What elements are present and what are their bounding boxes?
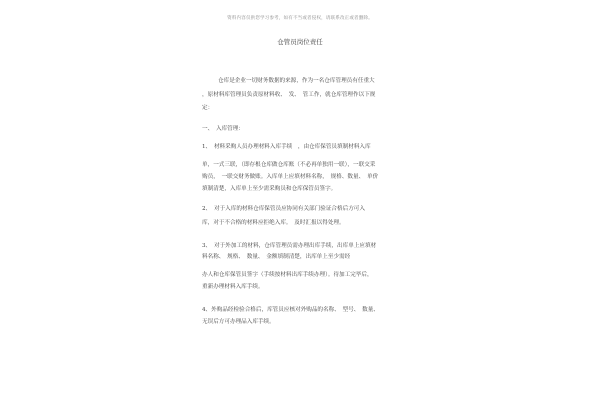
paragraph-line: 2、 对于入库的材料仓库保管员应协同有关部门验证合格后方可入 <box>202 206 365 212</box>
section-heading: 一、 入库管理： <box>202 126 244 132</box>
paragraph-line: 1、 材料采购人员办理材料入库手续 ，由仓库保管员填制材料入库 <box>202 144 371 150</box>
paragraph-line: 仓库是企业一切财务数据的来源，作为一名仓库管理员有任重大 <box>218 78 375 84</box>
paragraph-line: 办人和仓库保管员签字（手续按材料出库手续办理）。待加工完毕后， <box>202 272 373 278</box>
paragraph-line: 定： <box>202 105 214 111</box>
paragraph-line: 3、 对于外加工的材料，仓库管理员需办理出库手续，出库单上应填材 <box>202 243 377 249</box>
paragraph-line: 单，一式三联，（即存根仓库做仓库账（不必再单独用一联），一联交采 <box>202 162 376 168</box>
paragraph-line: 料名称、 规格、 数量、 金额填制清楚，出库单上至少需经 <box>202 254 351 260</box>
paragraph-line: 填制清楚，入库单上至少需采购员和仓库保管员签字。 <box>202 186 337 192</box>
paragraph-line: 无误后方可办理品入库手续。 <box>202 319 275 325</box>
paragraph-line: 4、外购品经检验合格后，库管员应核对外购品的名称、 型号、 数量、 <box>202 307 379 313</box>
document-title: 仓管员岗位责任 <box>277 38 323 46</box>
paragraph-line: ，原材料库管理员负责原材料收、 发、 管工作，就仓库管理作以下规 <box>202 92 376 98</box>
header-note: 资料内容仅供您学习参考，如有不当或者侵权，请联系改正或者删除。 <box>227 16 373 21</box>
paragraph-line: 购员， 一联交财务做账。入库单上应填材料名称， 规格、数量、 单价 <box>202 174 379 180</box>
paragraph-line: 重新办理材料入库手续。 <box>202 284 264 290</box>
paragraph-line: 库，对于不合格的材料应拒绝入库。 及时汇报以得处理。 <box>202 220 345 226</box>
